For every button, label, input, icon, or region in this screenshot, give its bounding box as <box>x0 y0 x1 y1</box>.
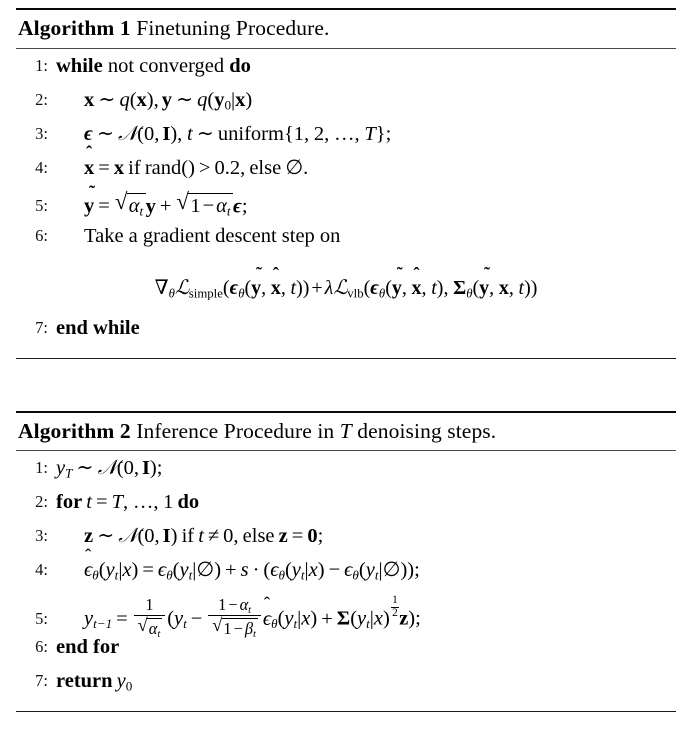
keyword-end-for: end for <box>56 636 120 659</box>
keyword-do: do <box>177 491 200 514</box>
keyword-end-while: end while <box>56 316 140 339</box>
line-content <box>56 318 676 339</box>
algorithm-2-bottom-rule <box>16 711 676 712</box>
line-content: while not converged do <box>56 54 251 77</box>
algorithm-1-line-2 <box>16 89 676 123</box>
line-number: 6: <box>35 225 48 245</box>
line-content <box>56 637 676 658</box>
fraction-one-minus-alpha-over-sqrt-one-minus-beta: $1 - \alpha_t$ √ $1 - \beta_t$ <box>208 596 261 638</box>
algorithm-1-caption <box>16 10 676 48</box>
algorithm-1-line-7 <box>16 317 676 351</box>
algorithm-2-line-6 <box>16 636 676 670</box>
keyword-while: while <box>56 54 103 77</box>
line-number: 6: <box>35 637 48 657</box>
line-number: 5: <box>35 608 48 628</box>
line-number: 2: <box>35 89 48 109</box>
line-number: 2: <box>35 492 48 512</box>
algorithm-2-caption-title-var: T <box>339 418 352 443</box>
line-content: y = √ $\alpha_t$ y + √ $1-\alpha_t$ ϵ; <box>56 192 676 217</box>
algorithm-2-line-5 <box>16 593 676 641</box>
line-number: 5: <box>35 195 48 215</box>
exponent-one-half: $\frac{1}{2}$ <box>392 594 398 620</box>
algorithm-2-caption-keyword: Algorithm 2 <box>18 418 131 443</box>
algorithm-1-line-4 <box>16 157 676 191</box>
line-content: $y_{t-1}$ = 1 √ $\alpha_t$ ($y_t$ − $1 - \alpha_t$ √ $1 - \beta_t$ $\epsilon_\theta(y_t|x) + \Sigma(y_t|x)$ $\frac{1}{2}$ z); <box>56 594 676 636</box>
line-content: for t = T, …, 1 do <box>56 491 200 514</box>
keyword-do: do <box>229 54 251 77</box>
line-content: $\epsilon_\theta(y_t|x)$ = $\epsilon_\theta(y_t|\emptyset) + s \cdot (\epsilon_\theta(y_t|x)$ − $\epsilon_\theta(y_t|\emptyset)$); <box>84 559 420 583</box>
line-content: ϵ ∼ 𝒩(0, I), t ∼ uniform{1, 2, …, T}; <box>84 122 392 145</box>
algorithm-2-block <box>16 411 676 713</box>
line-number: 7: <box>35 317 48 337</box>
algorithm-1-block <box>16 0 676 359</box>
line-number: 4: <box>35 560 48 580</box>
algorithm-2-line-1 <box>16 457 676 491</box>
algorithm-2-caption-title-pre: Inference Procedure in <box>136 418 335 443</box>
algorithm-1-line-6 <box>16 225 676 259</box>
algorithm-1-line-3 <box>16 123 676 157</box>
algorithm-1-caption-title: Finetuning Procedure. <box>136 16 330 40</box>
line-number: 1: <box>35 458 48 478</box>
line-content: return $y_0$ <box>56 670 133 694</box>
algorithm-1-body <box>16 49 676 358</box>
algorithm-2-caption <box>16 413 676 451</box>
algorithm-2-line-4 <box>16 559 676 593</box>
algorithm-1-caption-keyword: Algorithm 1 <box>18 16 131 40</box>
line-content: z ∼ 𝒩(0, I) if t ≠ 0, else z = 0; <box>84 525 324 548</box>
line-content: Take a gradient descent step on <box>84 224 341 247</box>
algorithm-2-line-7 <box>16 670 676 704</box>
fraction-one-over-sqrt-alpha: 1 √ $\alpha_t$ <box>134 596 165 638</box>
keyword-for: for <box>56 491 83 514</box>
algorithm-1-display-equation: $\nabla_\theta ℒ_{simple}(\epsilon_\theta$( y, x, $t)) + \lambda ℒ_{vlb}(\epsilon_\theta$( y, x, t), $\Sigma_\theta$( y, x, t)) <box>154 276 538 301</box>
keyword-return: return <box>56 670 113 693</box>
line-number: 4: <box>35 157 48 177</box>
algorithm-1-line-5 <box>16 191 676 225</box>
line-content: x ∼ q(x), y ∼ $q(y_0|x)$ <box>84 88 253 113</box>
line-number: 7: <box>35 671 48 691</box>
algorithm-2-line-3 <box>16 525 676 559</box>
block-separator <box>0 359 692 411</box>
algorithm-1-line-1 <box>16 55 676 89</box>
line-content: $y_T$ ∼ 𝒩(0, I); <box>56 457 163 481</box>
algorithm-2-caption-title-post: denoising steps. <box>357 418 497 443</box>
line-number: 1: <box>35 55 48 75</box>
algorithm-2-line-2 <box>16 491 676 525</box>
line-number: 3: <box>35 123 48 143</box>
line-content: x = x if rand() > 0.2, else ∅. <box>84 156 309 179</box>
algorithm-2-body <box>16 451 676 711</box>
line-number: 3: <box>35 526 48 546</box>
